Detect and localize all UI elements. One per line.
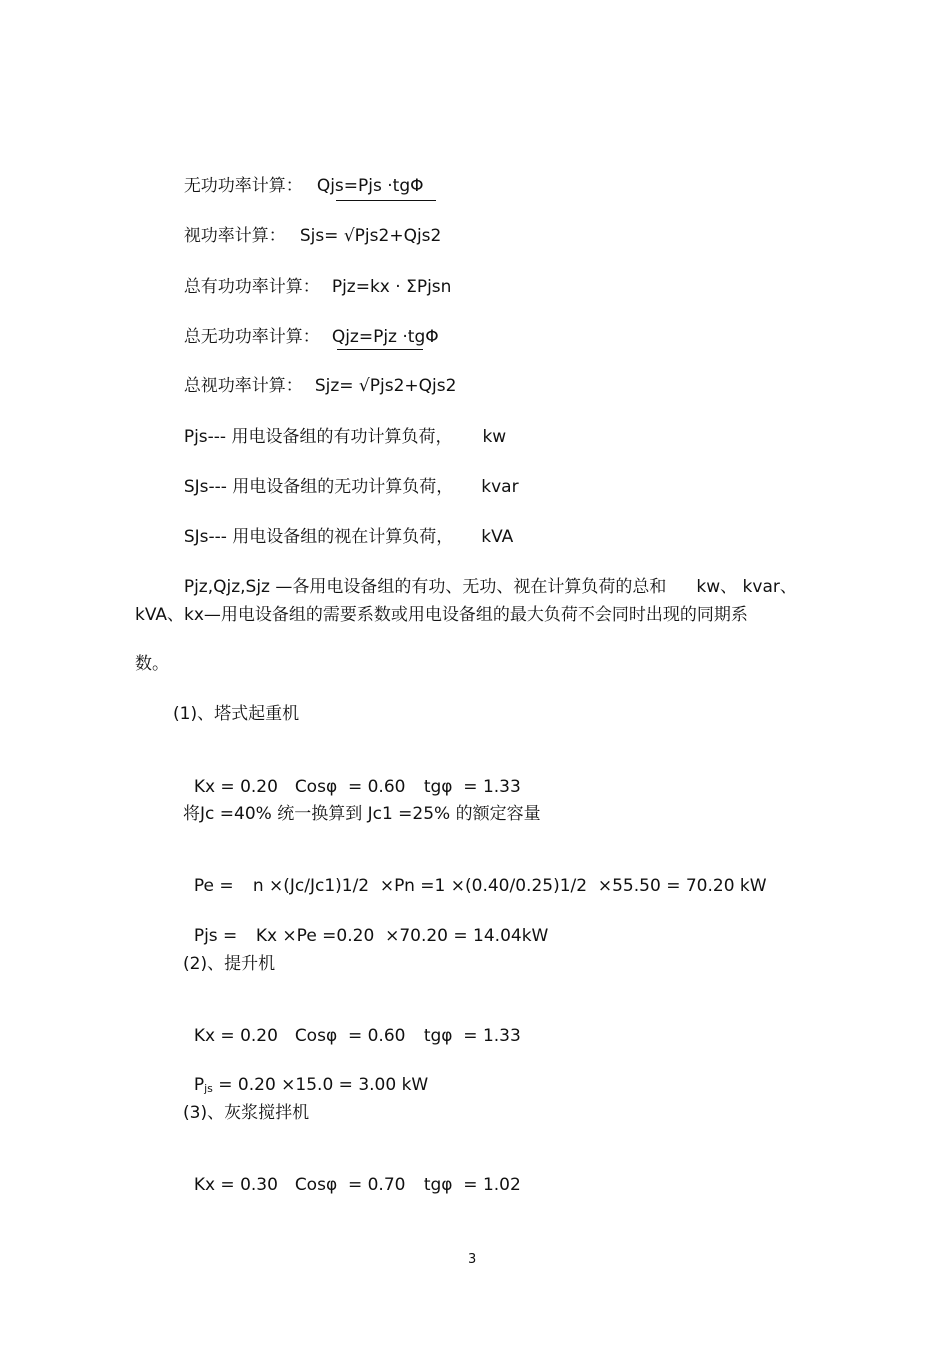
definition-term: SJs--- 用电设备组的无功计算负荷， (183, 477, 454, 497)
page-number: 3 (468, 1252, 477, 1267)
paragraph-text: Pjz,Qjz,Sjz —各用电设备组的有功、无功、视在计算负荷的总和 (183, 577, 667, 597)
tg-value: tgφ = 1.33 (423, 1026, 521, 1046)
definition-term: Pjs--- 用电设备组的有功计算负荷， (183, 427, 453, 447)
section-heading: (2)、提升机 (183, 954, 276, 974)
paragraph-line: 数。 (135, 654, 169, 674)
formula-total-active-power (173, 254, 451, 298)
definition-pjs (173, 404, 506, 448)
formula-radicand: Pjs2+Qjs2 (369, 376, 457, 396)
section-heading: (1)、塔式起重机 (173, 704, 300, 724)
definition-sjs-apparent (173, 504, 513, 548)
kx-value: Kx = 0.20 (193, 777, 278, 797)
formula-expression: Qjz=Pjz ·tgΦ (331, 327, 439, 347)
definition-sjs-reactive (173, 454, 519, 498)
formula-label: 视功率计算： (183, 226, 286, 246)
pjs-symbol: P (193, 1075, 205, 1095)
formula-expression: Sjs= √ (299, 226, 355, 246)
kx-value: Kx = 0.30 (193, 1175, 278, 1195)
cos-value: Cosφ = 0.60 (294, 777, 406, 797)
sqrt-overline (336, 200, 436, 201)
tg-value: tgφ = 1.33 (423, 777, 521, 797)
formula-apparent-power (173, 203, 441, 247)
pjs-expression: Kx ×Pe =0.20 ×70.20 = 14.04kW (255, 926, 549, 946)
sqrt-overline (337, 349, 423, 350)
formula-expression: Qjs=Pjs ·tgΦ (316, 176, 424, 196)
pe-expression: n ×(Jc/Jc1)1/2 ×Pn =1 ×(0.40/0.25)1/2 ×55.50 = 70.20 kW (252, 876, 767, 896)
paragraph-units: kw、 kvar、 (696, 577, 797, 597)
cos-value: Cosφ = 0.70 (294, 1175, 406, 1195)
definition-unit: kvar (481, 477, 519, 497)
paragraph-line (173, 554, 797, 598)
formula-label: 总无功功率计算： (183, 327, 320, 347)
formula-radicand: Pjs2+Qjs2 (354, 226, 442, 246)
definition-term: SJs--- 用电设备组的视在计算负荷， (183, 527, 454, 547)
definition-unit: kw (482, 427, 507, 447)
pe-label: Pe = (193, 876, 234, 896)
formula-expression: Sjz= √ (314, 376, 370, 396)
section-heading: (3)、灰浆搅拌机 (183, 1103, 310, 1123)
pjs-subscript: js (204, 1082, 213, 1095)
paragraph-line: kVA、kx—用电设备组的需要系数或用电设备组的最大负荷不会同时出现的同期系 (135, 605, 748, 625)
pe-calculation (183, 853, 767, 897)
formula-label: 总有功功率计算： (183, 277, 320, 297)
formula-total-apparent-power (173, 353, 456, 397)
coefficient-row (183, 754, 521, 798)
kx-value: Kx = 0.20 (193, 1026, 278, 1046)
formula-total-reactive-power (173, 304, 439, 348)
pjs-calculation (183, 903, 548, 947)
coefficient-row (183, 1152, 521, 1196)
formula-label: 无功功率计算： (183, 176, 303, 196)
conversion-note: 将Jc =40% 统一换算到 Jc1 =25% 的额定容量 (183, 804, 541, 824)
coefficient-row (183, 1003, 521, 1047)
formula-reactive-power (173, 153, 424, 197)
formula-label: 总视功率计算： (183, 376, 303, 396)
definition-unit: kVA (481, 527, 514, 547)
pjs-calculation (183, 1052, 428, 1100)
formula-expression: Pjz=kx · ΣPjsn (331, 277, 452, 297)
pjs-expression: = 0.20 ×15.0 = 3.00 kW (212, 1075, 429, 1095)
tg-value: tgφ = 1.02 (423, 1175, 521, 1195)
pjs-label: Pjs = (193, 926, 238, 946)
cos-value: Cosφ = 0.60 (294, 1026, 406, 1046)
